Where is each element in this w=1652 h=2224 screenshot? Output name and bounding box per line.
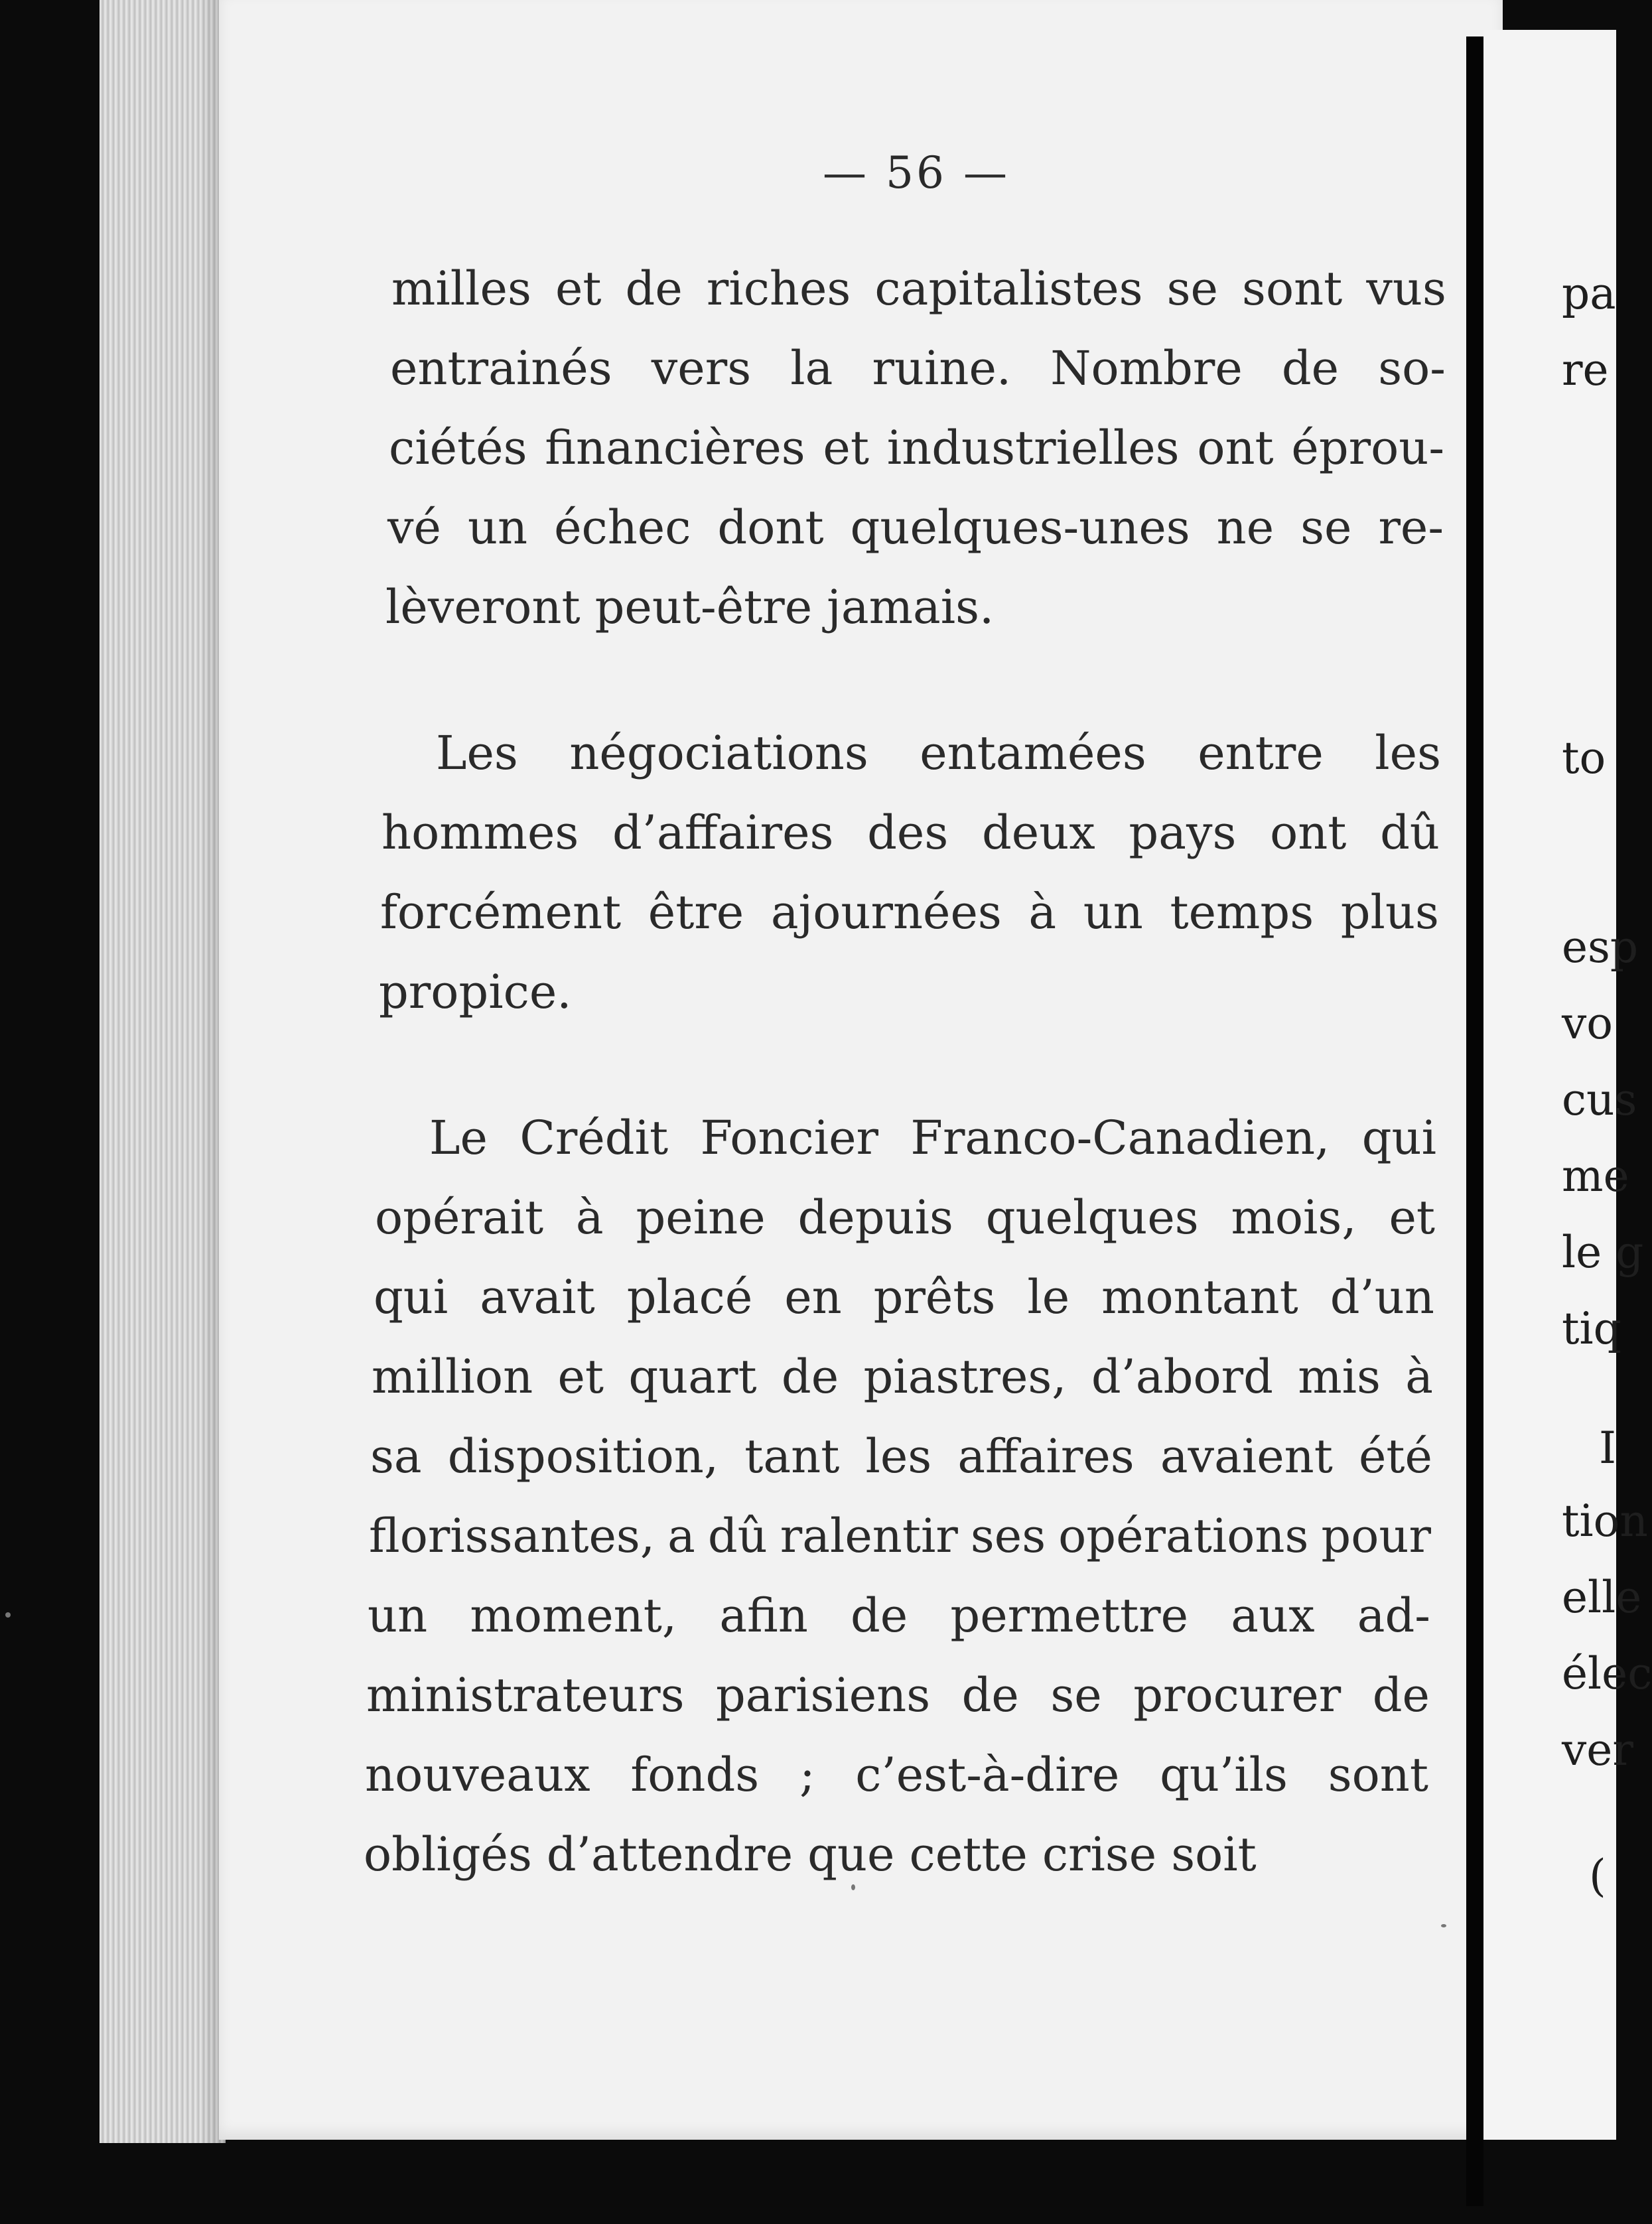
word: capitalistes [874,261,1143,316]
word: a [667,1509,695,1563]
word: Les [436,726,518,780]
word: à [1028,885,1057,939]
word: et [557,1350,604,1404]
word: Franco-Canadien, [910,1111,1330,1165]
word: négociations [569,726,868,780]
word: jamais. [827,580,995,634]
word: deux [981,805,1095,860]
word: ad- [1357,1588,1430,1643]
word: que [807,1827,895,1882]
word: à [575,1190,604,1245]
word: crise [1042,1827,1157,1882]
word: opérait [375,1190,544,1245]
word: hommes [381,805,579,860]
book-gutter [1466,36,1483,2206]
text-line [389,421,1444,475]
right-page-line-fragment: ( [1589,1850,1606,1902]
text-line [365,1748,1428,1802]
word: le [1027,1270,1070,1324]
text-line [370,1429,1432,1484]
word: parisiens [716,1668,931,1722]
word: afin [719,1588,808,1643]
word: c’est-à-dire [855,1748,1120,1802]
word: ajournées [770,885,1002,939]
right-page-line-fragment: tiq [1562,1303,1621,1354]
text-line [379,965,586,1019]
text-line [369,1509,1431,1563]
word: ses [970,1509,1046,1563]
dust-speck [5,1612,11,1618]
word: les [865,1429,932,1484]
word: piastres, [863,1350,1067,1404]
word: cette [909,1827,1028,1882]
word: dû [707,1509,768,1563]
word: avaient [1160,1429,1333,1484]
word: et [823,421,869,475]
text-line [372,1350,1433,1404]
word: montant [1101,1270,1298,1324]
left-page [219,0,1503,2140]
word: plus [1340,885,1439,939]
word: so- [1378,341,1446,395]
right-page-line-fragment: cus [1562,1074,1637,1125]
word: se [1050,1668,1102,1722]
word: ne [1216,500,1274,555]
word: entamées [920,726,1146,780]
text-line [387,500,1444,555]
text-line [374,1270,1434,1324]
word: milles [391,261,531,316]
word: ruine. [872,341,1012,395]
word: sa [370,1429,422,1484]
word: un [467,500,528,555]
word: pays [1129,805,1237,860]
word: permettre [950,1588,1189,1643]
word: vers [651,341,752,395]
word: de [625,261,683,316]
word: avait [480,1270,595,1324]
word: prêts [873,1270,996,1324]
text-line [381,805,1440,860]
right-page-line-fragment: I [1599,1423,1617,1474]
word: lèveront [385,580,581,634]
right-page-line-fragment: le g [1562,1227,1644,1278]
word: d’affaires [612,805,834,860]
word: ont [1197,421,1274,475]
word: la [790,341,833,395]
word: se [1300,500,1352,555]
word: un [368,1588,428,1643]
word: les [1375,726,1441,780]
word: entre [1198,726,1324,780]
word: depuis [797,1190,953,1245]
word: tant [744,1429,840,1484]
right-page-line-fragment: élec [1562,1648,1652,1699]
word: et [555,261,602,316]
word: pour [1321,1509,1431,1563]
word: financières [545,421,805,475]
word: Crédit [519,1111,669,1165]
text-line [385,580,1008,634]
word: disposition, [447,1429,719,1484]
word: affaires [957,1429,1135,1484]
dust-speck [851,1884,855,1890]
word: qu’ils [1160,1748,1288,1802]
right-page-line-fragment: me [1562,1150,1629,1202]
right-page-line-fragment: esp [1562,922,1639,973]
word: obligés [364,1827,532,1882]
word: industrielles [886,421,1180,475]
right-page-line-fragment: re [1562,344,1609,395]
word: entrainés [390,341,612,395]
right-page-line-fragment: pa [1562,268,1616,319]
word: opérations [1058,1509,1309,1563]
right-page-line-fragment: tion [1562,1495,1648,1547]
word: sont [1242,261,1343,316]
text-line [375,1190,1435,1245]
word: ciétés [389,421,527,475]
word: quelques-unes [850,500,1190,555]
text-line [390,341,1446,395]
word: à [1405,1350,1433,1404]
word: Foncier [700,1111,878,1165]
word: sont [1328,1748,1428,1802]
word: million [372,1350,533,1404]
word: qui [1361,1111,1436,1165]
word: d’un [1330,1270,1434,1324]
word: mois, [1231,1190,1357,1245]
text-line [368,1588,1430,1643]
dust-speck [1441,1924,1446,1927]
word: moment, [470,1588,677,1643]
word: d’attendre [546,1827,793,1882]
word: d’abord [1091,1350,1273,1404]
text-line [436,726,1441,780]
right-page-line-fragment: ver [1562,1724,1633,1775]
word: vé [387,500,441,555]
word: florissantes, [369,1509,655,1563]
word: de [781,1350,839,1404]
word: se [1166,261,1218,316]
word: et [1389,1190,1435,1245]
word: ont [1270,805,1347,860]
word: de [1372,1668,1430,1722]
word: dont [717,500,824,555]
word: en [784,1270,842,1324]
text-line [364,1827,1271,1882]
word: de [961,1668,1019,1722]
text-line [429,1111,1436,1165]
text-line [366,1668,1430,1722]
word: placé [626,1270,753,1324]
text-line [391,261,1446,316]
word: temps [1170,885,1314,939]
word: quelques [985,1190,1199,1245]
word: mis [1298,1350,1381,1404]
word: procurer [1133,1668,1342,1722]
word: Nombre [1050,341,1243,395]
word: fonds [630,1748,760,1802]
right-page-line-fragment: to [1562,732,1606,784]
text-line [380,885,1439,939]
word: de [851,1588,908,1643]
word: peine [636,1190,766,1245]
word: dû [1380,805,1440,860]
word: riches [706,261,851,316]
word: quart [628,1350,757,1404]
word: de [1281,341,1340,395]
word: Le [429,1111,488,1165]
word: qui [374,1270,448,1324]
word: propice. [379,965,572,1019]
word: un [1083,885,1143,939]
word: re- [1378,500,1444,555]
word: soit [1171,1827,1257,1882]
right-page-line-fragment: elle [1562,1572,1642,1623]
word: être [648,885,744,939]
word: aux [1231,1588,1315,1643]
word: nouveaux [365,1748,590,1802]
word: été [1358,1429,1432,1484]
right-page-line-fragment: vo [1562,998,1614,1049]
word: ministrateurs [366,1668,685,1722]
word: ralentir [780,1509,958,1563]
word: forcément [380,885,622,939]
word: peut-être [594,580,813,634]
word: échec [554,500,691,555]
word: éprou- [1291,421,1444,475]
word: des [867,805,949,860]
word: vus [1366,261,1446,316]
word: ; [799,1748,815,1802]
page-number: — 56 — [823,147,1010,198]
